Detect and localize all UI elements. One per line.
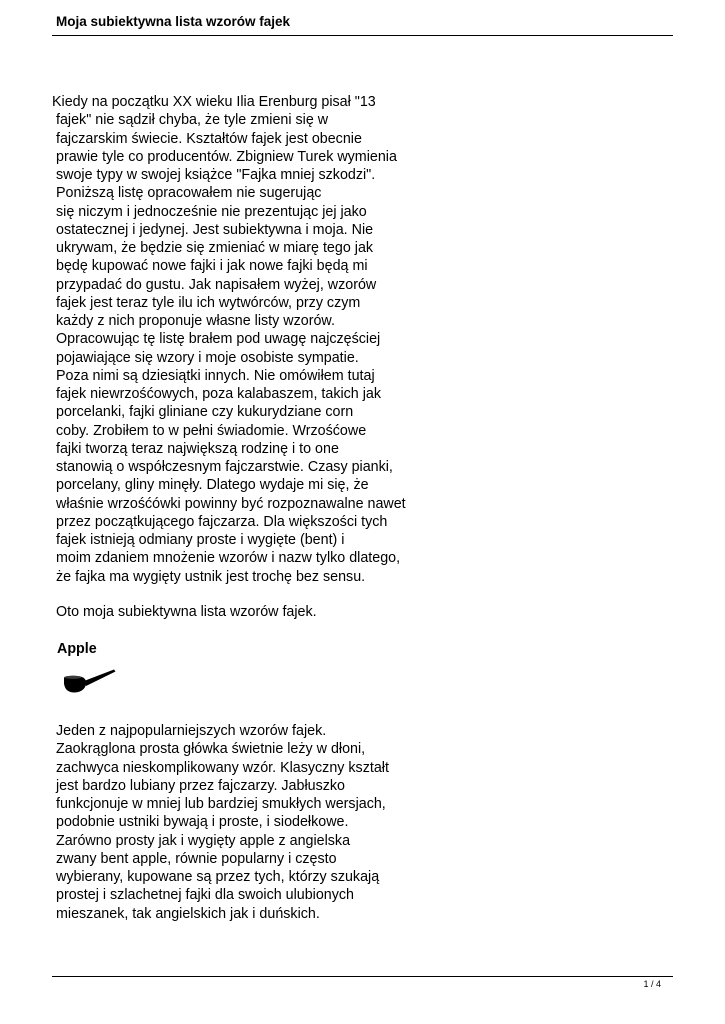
apple-description: [56, 722, 456, 923]
text-line: fajek jest teraz tyle ilu ich wytwórców, przy czym: [56, 294, 361, 311]
text-line: przez początkującego fajczarza. Dla większości tych: [56, 513, 388, 530]
text-line: Jeden z najpopularniejszych wzorów fajek.: [56, 723, 327, 739]
text-line: że fajka ma wygięty ustnik jest trochę bez sensu.: [56, 568, 366, 585]
text-line: mieszanek, tak angielskich jak i duńskich.: [56, 905, 320, 922]
text-line: wybierany, kupowane są przez tych, którzy szukają: [56, 869, 380, 885]
document-title: Moja subiektywna lista wzorów fajek: [56, 14, 291, 29]
text-line: moim zdaniem mnożenie wzorów i nazw tylko dlatego,: [56, 550, 401, 567]
text-line: zachwyca nieskomplikowany wzór. Klasyczny kształt: [56, 759, 389, 776]
text-line: jest bardzo lubiany przez fajczarzy. Jabłuszko: [56, 777, 345, 794]
text-line: Kiedy na początku XX wieku Ilia Erenburg pisał "13: [52, 94, 376, 110]
header-divider: [52, 35, 673, 36]
text-line: stanowią o współczesnym fajczarstwie. Czasy pianki,: [56, 459, 393, 475]
text-line: pojawiające się wzory i moje osobiste sympatie.: [56, 349, 359, 366]
text-line: fajki tworzą teraz największą rodzinę i to one: [56, 440, 339, 457]
text-line: prawie tyle co producentów. Zbigniew Turek wymienia: [56, 148, 397, 165]
text-line: podobnie ustniki bywają i proste, i siodełkowe.: [56, 814, 349, 831]
text-line: przypadać do gustu. Jak napisałem wyżej, wzorów: [56, 276, 377, 293]
text-line: się niczym i jednocześnie nie prezentując jej jako: [56, 203, 367, 220]
text-line: Poniższą listę opracowałem nie sugerując: [56, 185, 322, 202]
text-line: ukrywam, że będzie się zmieniać w miarę tego jak: [56, 240, 374, 256]
page-number: 1 / 4: [643, 979, 661, 989]
text-line: fajek niewrzośćowych, poza kalabaszem, takich jak: [56, 386, 382, 402]
apple-pipe-icon: [62, 668, 118, 696]
text-line: Poza nimi są dziesiątki innych. Nie omówiłem tutaj: [56, 367, 375, 384]
text-line: Zaokrąglona prosta główka świetnie leży w dłoni,: [56, 741, 366, 758]
text-line: będę kupować nowe fajki i jak nowe fajki będą mi: [56, 258, 368, 275]
text-line: ostatecznej i jedynej. Jest subiektywna i moja. Nie: [56, 221, 374, 238]
text-line: funkcjonuje w mniej lub bardziej smukłych wersjach,: [56, 796, 386, 812]
pipe-bowl-rim: [65, 676, 82, 679]
text-line: właśnie wrzośćówki powinny być rozpoznawalne nawet: [56, 495, 406, 512]
text-line: porcelany, gliny minęły. Dlatego wydaje mi się, że: [56, 477, 369, 494]
section-heading-apple: Apple: [57, 641, 97, 657]
text-line: fajek" nie sądził chyba, że tyle zmieni się w: [56, 112, 329, 129]
text-line: porcelanki, fajki gliniane czy kukurydziane corn: [56, 404, 354, 421]
text-line: swoje typy w swojej książce "Fajka mniej szkodzi".: [56, 167, 376, 183]
list-intro-sentence: Oto moja subiektywna lista wzorów fajek.: [56, 604, 317, 620]
text-line: prostej i szlachetnej fajki dla swoich ulubionych: [56, 887, 355, 904]
text-line: każdy z nich proponuje własne listy wzorów.: [56, 313, 335, 329]
text-line: coby. Zrobiłem to w pełni świadomie. Wrzośćowe: [56, 422, 367, 439]
text-line: Opracowując tę listę brałem pod uwagę najczęściej: [56, 331, 381, 348]
pipe-stem: [84, 670, 116, 687]
text-line: Zarówno prosty jak i wygięty apple z angielska: [56, 832, 351, 849]
footer-divider: [52, 976, 673, 977]
intro-paragraph: [52, 93, 456, 586]
text-line: fajek istnieją odmiany proste i wygięte (bent) i: [56, 532, 345, 548]
text-line: fajczarskim świecie. Kształtów fajek jest obecnie: [56, 130, 362, 147]
text-line: zwany bent apple, równie popularny i często: [56, 850, 337, 867]
